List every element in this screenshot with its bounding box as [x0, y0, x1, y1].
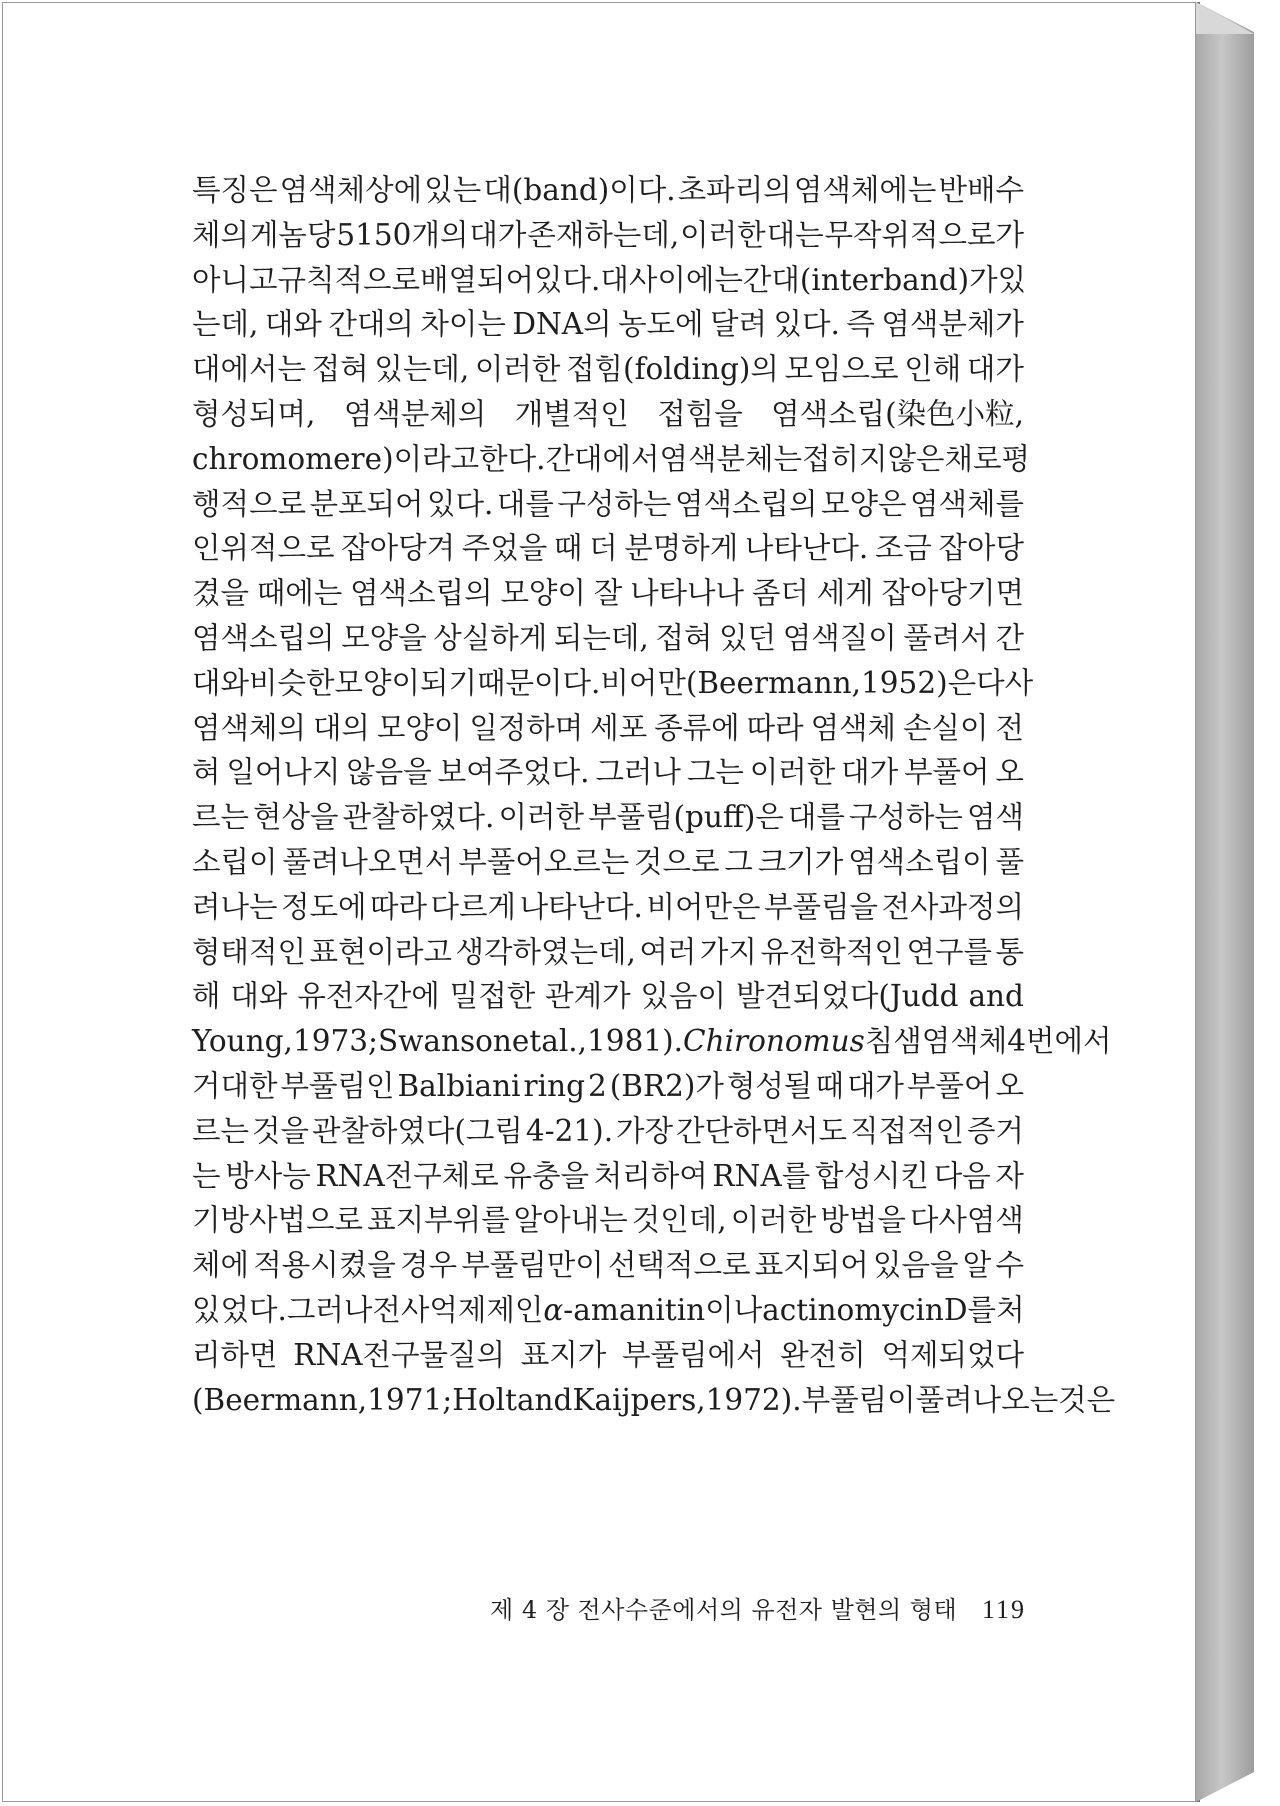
- text-word: 세포: [590, 710, 648, 745]
- text-word: 선택적으로: [608, 1248, 751, 1283]
- text-word: 그는: [686, 755, 744, 790]
- page-footer: [490, 1590, 1026, 1625]
- text-word: 대와: [264, 307, 322, 342]
- text-word: 대를: [787, 800, 845, 835]
- text-word: 일어나지: [226, 755, 341, 790]
- text-word: 구성하는: [848, 800, 963, 835]
- text-word: 생각하였는데,: [455, 934, 636, 969]
- text-word: 접혀: [311, 352, 369, 387]
- text-word: 아니고: [192, 262, 278, 297]
- text-word: 르는: [192, 800, 249, 835]
- text-word: 때: [553, 531, 583, 566]
- text-word: 체에: [192, 1248, 249, 1283]
- text-word: 풀: [995, 844, 1024, 879]
- text-word: 대의: [312, 710, 370, 745]
- text-word: 4-21).: [525, 1113, 614, 1148]
- text-word: 즉: [846, 307, 875, 342]
- text-word: 유전학적인: [760, 934, 903, 969]
- text-word: 존재하는데,: [527, 217, 680, 252]
- text-word: 있다.: [534, 262, 601, 297]
- text-word: 알: [962, 1248, 992, 1283]
- text-word: 현상을: [253, 800, 339, 835]
- text-word: 않은: [887, 441, 945, 476]
- text-word: 염색소립(染色小粒,: [771, 396, 1024, 431]
- text-word: 부풀림에서: [622, 1337, 765, 1372]
- text-word: 표지가: [520, 1337, 607, 1372]
- text-word: 르는: [192, 1113, 249, 1148]
- text-word: 해: [192, 979, 221, 1014]
- text-word: 형성되며,: [192, 396, 316, 431]
- text-line: [192, 392, 1024, 437]
- text-word: 다사: [976, 665, 1034, 700]
- text-word: 표지되어: [754, 1248, 869, 1283]
- text-word: 대에서는: [192, 352, 306, 387]
- text-word: 다사염색: [909, 1203, 1024, 1238]
- text-word: 있는: [424, 173, 482, 207]
- text-line: [192, 1288, 1024, 1333]
- text-word: 그러나: [286, 1292, 373, 1327]
- text-word: 조금: [874, 531, 932, 566]
- text-word: 잡아당겨: [341, 531, 456, 566]
- text-word: 잡아당: [938, 531, 1024, 566]
- text-word: 한다.: [479, 441, 546, 476]
- text-word: 전: [995, 710, 1024, 745]
- text-word: 모양을: [341, 620, 427, 655]
- text-word: 달려: [710, 307, 768, 342]
- text-word: 소립이: [192, 844, 278, 879]
- text-word: 무작위적으로가: [824, 217, 1024, 252]
- text-word: 주었을: [461, 531, 548, 566]
- text-word: 되는데,: [553, 620, 649, 655]
- text-word: Swanson: [377, 1024, 512, 1059]
- text-word: 증거: [966, 1113, 1024, 1148]
- text-word: 차이는: [420, 307, 506, 342]
- text-line: [192, 750, 1024, 795]
- text-word: 염색분체는: [659, 441, 802, 476]
- text-line: [192, 1198, 1024, 1243]
- text-word: α-amanitin이나: [543, 1292, 763, 1327]
- text-word: 이러한: [680, 217, 766, 252]
- text-word: 대는: [766, 217, 824, 252]
- text-word: RNA전구체로: [315, 1158, 499, 1193]
- text-word: 농도에: [618, 307, 704, 342]
- text-line: [192, 168, 1024, 213]
- text-line: [192, 1019, 1112, 1064]
- text-line: [192, 930, 1024, 975]
- text-word: 간대(interband)가: [742, 262, 998, 297]
- text-word: 부풀어: [906, 1068, 993, 1103]
- text-word: 대와: [192, 665, 249, 700]
- text-word: 구성하는: [557, 486, 672, 521]
- text-word: 염색분체가: [881, 307, 1024, 342]
- text-line: [192, 347, 1024, 392]
- text-word: RNA를: [712, 1158, 811, 1193]
- text-word: 초파리의: [677, 173, 792, 207]
- text-word: 유전자간에: [297, 979, 440, 1014]
- text-line: [192, 1064, 1024, 1109]
- text-word: 나타난다.: [744, 531, 869, 566]
- text-word: 모양이: [334, 665, 420, 700]
- text-word: 있다.: [773, 307, 840, 342]
- text-word: D를: [943, 1292, 997, 1327]
- text-word: 대가: [846, 1068, 904, 1103]
- text-word: 오: [995, 1068, 1024, 1103]
- text-line: [192, 482, 1024, 527]
- text-line: [192, 437, 1030, 482]
- text-word: 비슷한: [249, 665, 335, 700]
- text-line: [192, 258, 1027, 303]
- text-word: 관계가: [545, 979, 631, 1014]
- text-word: 채로: [944, 441, 1002, 476]
- text-word: 잘: [593, 576, 623, 611]
- text-word: 다르게: [430, 889, 517, 924]
- text-word: and: [516, 1382, 573, 1417]
- text-word: 합성시킨: [814, 1158, 929, 1193]
- text-word: 1973: [292, 1024, 369, 1059]
- text-word: 전사: [372, 1292, 430, 1327]
- text-word: Balbiani: [397, 1068, 521, 1103]
- text-line: [192, 1243, 1024, 1288]
- text-word: 체의: [192, 217, 249, 252]
- text-word: 인위적으로: [192, 531, 335, 566]
- text-word: 이러한: [474, 352, 561, 387]
- text-word: 관찰하였다(그림: [311, 1113, 523, 1148]
- text-word: 여러: [639, 934, 697, 969]
- text-word: 풀려서: [903, 620, 989, 655]
- text-word: and: [968, 979, 1024, 1014]
- text-word: 모임으로: [784, 352, 899, 387]
- text-word: 비어만은: [646, 889, 761, 924]
- text-word: 더: [589, 531, 618, 566]
- text-word: 대를: [496, 486, 554, 521]
- text-word: 접힘(folding)의: [566, 352, 779, 387]
- text-word: 대가: [469, 217, 527, 252]
- text-word: 있었다.: [192, 1292, 287, 1327]
- text-word: 염색체의: [192, 710, 306, 745]
- text-word: 완전히: [780, 1337, 866, 1372]
- text-word: 발견되었다(Judd: [735, 979, 959, 1014]
- text-line: [192, 661, 1034, 706]
- text-word: 정도에: [281, 889, 367, 924]
- text-word: 부풀림만이: [461, 1248, 604, 1283]
- text-word: 나타난다.: [519, 889, 643, 924]
- text-word: 때문이다.: [477, 665, 601, 700]
- text-word: 간: [995, 620, 1024, 655]
- text-line: [192, 885, 1024, 930]
- text-word: 부풀림인: [280, 1068, 395, 1103]
- text-word: 있다.: [427, 486, 494, 521]
- text-word: 염색: [966, 800, 1024, 835]
- text-word: 접힘을: [657, 396, 743, 431]
- text-word: 처리하여: [593, 1158, 708, 1193]
- text-word: 2: [587, 1068, 607, 1103]
- text-word: 염색소립의: [192, 620, 335, 655]
- running-header-chapter: 제 4 장 전사수준에서의 유전자 발현의 형태: [490, 1596, 958, 1624]
- text-word: 따라: [746, 710, 804, 745]
- text-word: 1972).: [705, 1382, 802, 1417]
- text-word: 세게: [816, 576, 874, 611]
- text-word: 따라: [370, 889, 428, 924]
- text-word: 부풀어오르는: [458, 844, 630, 879]
- text-word: 침샘염색체: [864, 1024, 1008, 1059]
- text-word: 억제되었다: [881, 1337, 1024, 1372]
- text-word: actinomycin: [762, 1292, 944, 1327]
- text-word: 연구를: [906, 934, 992, 969]
- text-word: 형성될: [726, 1068, 813, 1103]
- text-word: 가지: [699, 934, 757, 969]
- text-word: 대가: [966, 352, 1024, 387]
- text-word: 다음: [933, 1158, 991, 1193]
- text-word: 기방사법으로: [192, 1203, 363, 1238]
- text-word: Holt: [452, 1382, 517, 1417]
- text-word: 방법을: [820, 1203, 906, 1238]
- text-word: 염색체상에: [279, 173, 423, 207]
- text-word: al.,: [541, 1024, 588, 1059]
- text-line: [192, 526, 1024, 571]
- text-word: 전사과정의: [881, 889, 1024, 924]
- text-word: 부풀림(puff)은: [588, 800, 784, 835]
- text-word: 풀려나오는: [915, 1382, 1059, 1417]
- text-line: [192, 706, 1024, 751]
- text-word: 평: [1001, 441, 1030, 476]
- text-word: 종류에: [654, 710, 740, 745]
- text-word: 잡아당기면: [881, 576, 1024, 611]
- text-word: 표현이라고: [309, 934, 453, 969]
- text-word: 보여주었다.: [437, 755, 590, 790]
- text-word: 부풀림이: [801, 1382, 916, 1417]
- text-word: 억제제인: [429, 1292, 544, 1327]
- text-word: 유충을: [503, 1158, 589, 1193]
- text-line: [192, 974, 1024, 1019]
- text-word: 혀: [192, 755, 221, 790]
- text-word: 게놈당: [249, 217, 336, 252]
- text-word: 염색소립의: [674, 486, 818, 521]
- text-word: 이러한: [730, 1203, 817, 1238]
- text-word: 알아내는: [513, 1203, 628, 1238]
- text-word: chromomere)이라고: [192, 441, 480, 476]
- text-word: 규칙적으로: [277, 262, 420, 297]
- text-word: 4번에서: [1007, 1024, 1112, 1059]
- text-word: 있음을: [873, 1248, 959, 1283]
- text-word: 크기가: [757, 844, 844, 879]
- text-word: 때: [815, 1068, 844, 1103]
- text-word: 사이에는: [628, 262, 743, 297]
- text-word: 것을: [251, 1113, 309, 1148]
- text-word: 모양이: [376, 710, 463, 745]
- text-word: ring: [523, 1068, 585, 1103]
- text-word: 1952)은: [861, 665, 977, 700]
- text-word: 않음을: [346, 755, 432, 790]
- text-word: 염색체: [810, 710, 897, 745]
- text-word: ;: [368, 1024, 378, 1059]
- text-word: 간대에서: [545, 441, 660, 476]
- text-line: [192, 1333, 1024, 1378]
- text-word: 처: [996, 1292, 1025, 1327]
- text-word: Chironomus: [683, 1024, 865, 1059]
- text-word: 일정하며: [469, 710, 584, 745]
- text-word: 손실이: [903, 710, 989, 745]
- text-word: 염색소립이: [848, 844, 991, 879]
- text-word: 행적으로: [192, 486, 306, 521]
- text-word: 때에는: [256, 576, 343, 611]
- text-word: 는데,: [192, 307, 259, 342]
- text-word: 간단하면서도: [676, 1113, 847, 1148]
- text-word: 모양이: [500, 576, 586, 611]
- text-word: 개별적인: [514, 396, 629, 431]
- text-word: 1971: [367, 1382, 443, 1417]
- text-word: 려나는: [192, 889, 278, 924]
- text-line: [192, 1109, 1024, 1154]
- text-word: 염색소립의: [350, 576, 493, 611]
- text-word: 부풀림을: [763, 889, 878, 924]
- text-line: [192, 795, 1024, 840]
- text-line: [192, 302, 1024, 347]
- book-side: [1196, 2, 1254, 1802]
- text-word: (BR2)가: [609, 1068, 724, 1103]
- text-word: 거대한: [192, 1068, 278, 1103]
- text-word: 그러나: [595, 755, 681, 790]
- text-word: 접히지: [801, 441, 888, 476]
- text-word: 겼을: [192, 576, 249, 611]
- text-line: [192, 1378, 1116, 1423]
- page-number: 119: [981, 1595, 1026, 1624]
- text-word: 비어만(Beermann,: [600, 665, 862, 700]
- text-word: 가장: [616, 1113, 674, 1148]
- text-word: 5150개의: [336, 217, 469, 252]
- text-word: Young,: [192, 1024, 293, 1059]
- body-text: [192, 168, 1116, 1422]
- text-word: 그: [724, 844, 753, 879]
- text-word: 밀접한: [449, 979, 536, 1014]
- text-word: 접혀: [655, 620, 713, 655]
- text-word: 분포되어: [309, 486, 424, 521]
- text-word: 이러한: [498, 800, 584, 835]
- text-line: [192, 616, 1024, 661]
- text-word: 1981).: [587, 1024, 683, 1059]
- text-line: [192, 213, 1024, 258]
- text-word: RNA전구물질의: [293, 1337, 506, 1372]
- text-word: 있: [997, 262, 1027, 297]
- text-word: Kaijpers,: [572, 1382, 706, 1417]
- text-word: 자: [995, 1158, 1024, 1193]
- text-word: 대가: [841, 755, 899, 790]
- text-word: 염색체에는: [793, 173, 937, 207]
- text-word: 리하면: [192, 1337, 278, 1372]
- text-word: et: [511, 1024, 542, 1059]
- text-word: 분명하게: [624, 531, 739, 566]
- text-word: 모양은: [820, 486, 907, 521]
- text-word: 경우: [400, 1248, 457, 1283]
- text-word: 특징은: [192, 173, 278, 207]
- text-word: 이러한: [749, 755, 836, 790]
- text-word: 는: [192, 1158, 221, 1193]
- text-line: [192, 840, 1024, 885]
- text-word: 대(band)이다.: [483, 173, 676, 207]
- text-word: 것은: [1058, 1382, 1116, 1417]
- text-word: (Beermann,: [192, 1382, 368, 1417]
- text-word: 관찰하였다.: [342, 800, 495, 835]
- text-word: 것인데,: [631, 1203, 727, 1238]
- text-line: [192, 1154, 1024, 1199]
- text-word: 있는데,: [374, 352, 470, 387]
- text-word: 풀려나오면서: [282, 844, 454, 879]
- text-word: 간대의: [328, 307, 414, 342]
- text-word: 오: [995, 755, 1024, 790]
- text-word: 방사능: [225, 1158, 311, 1193]
- text-word: 수: [995, 1248, 1024, 1283]
- text-word: 직접적인: [849, 1113, 964, 1148]
- text-word: 있음이: [640, 979, 727, 1014]
- text-line: [192, 571, 1024, 616]
- text-word: 배열되어: [420, 262, 534, 297]
- text-word: 대: [600, 262, 629, 297]
- text-word: 적용시켰을: [253, 1248, 396, 1283]
- text-word: 반배수: [938, 173, 1024, 207]
- text-word: 통: [995, 934, 1024, 969]
- text-word: 표지부위를: [367, 1203, 510, 1238]
- text-word: 나타나나: [630, 576, 745, 611]
- text-word: 부풀어: [904, 755, 990, 790]
- text-word: 형태적인: [192, 934, 306, 969]
- text-word: DNA의: [512, 307, 612, 342]
- text-word: 염색분체의: [343, 396, 487, 431]
- text-word: 염색질이: [782, 620, 897, 655]
- text-word: 염색체를: [909, 486, 1024, 521]
- text-word: 되기: [420, 665, 477, 700]
- text-word: ;: [442, 1382, 453, 1417]
- text-word: 있던: [719, 620, 777, 655]
- text-word: 것으로: [634, 844, 720, 879]
- text-word: 인해: [904, 352, 962, 387]
- text-word: 좀더: [751, 576, 809, 611]
- text-word: 상실하게: [433, 620, 548, 655]
- text-word: 대와: [230, 979, 288, 1014]
